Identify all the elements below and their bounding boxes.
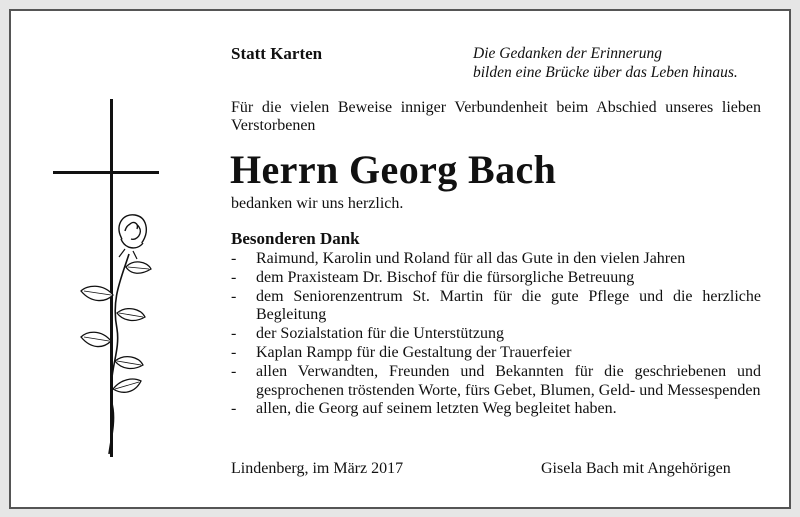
- list-dash: -: [231, 250, 237, 267]
- list-dash: -: [231, 362, 237, 380]
- list-item: [231, 288, 761, 326]
- deceased-name: Herrn Georg Bach: [230, 147, 557, 192]
- list-item-text: Kaplan Rampp für die Gestaltung der Trauerfeier: [256, 343, 572, 361]
- cross-with-rose-icon: [51, 99, 181, 459]
- list-item-text: dem Seniorenzentrum St. Martin für die gute Pflege und die herzliche Begleitung: [256, 287, 761, 324]
- special-thanks-heading: Besonderen Dank: [231, 229, 360, 248]
- obituary-card: [9, 9, 791, 509]
- list-item: [231, 250, 761, 269]
- list-item: [231, 269, 761, 288]
- quote-line-1: Die Gedanken der Erinnerung: [473, 45, 662, 62]
- list-dash: -: [231, 400, 237, 418]
- signature: Gisela Bach mit Angehörigen: [541, 460, 731, 477]
- list-item-text: allen, die Georg auf seinem letzten Weg begleitet haben.: [256, 400, 617, 418]
- statt-karten-label: Statt Karten: [231, 44, 323, 63]
- list-dash: -: [231, 343, 237, 361]
- thanks-line: bedanken wir uns herzlich.: [231, 195, 404, 212]
- list-item-text: der Sozialstation für die Unterstützung: [256, 325, 504, 343]
- quote-line-2: bilden eine Brücke über das Leben hinaus.: [473, 64, 738, 81]
- list-item-text: allen Verwandten, Freunden und Bekannten für die geschriebenen und gesprochenen tröstenden Worte, fürs Gebet, Blumen, Geld- und Messespenden: [256, 362, 761, 399]
- list-dash: -: [231, 268, 237, 286]
- intro-text: Für die vielen Beweise inniger Verbundenheit beim Abschied unseres lieben Verstorbenen: [231, 99, 761, 134]
- list-item: [231, 363, 761, 401]
- list-item: [231, 400, 761, 419]
- memorial-quote: [473, 44, 738, 82]
- list-item: [231, 344, 761, 363]
- list-item-text: Raimund, Karolin und Roland für all das Gute in den vielen Jahren: [256, 250, 686, 267]
- list-item-text: dem Praxisteam Dr. Bischof für die fürsorgliche Betreuung: [256, 268, 635, 286]
- list-item: [231, 325, 761, 344]
- list-dash: -: [231, 287, 237, 305]
- list-dash: -: [231, 325, 237, 343]
- thanks-list: [231, 250, 761, 419]
- place-date: Lindenberg, im März 2017: [231, 460, 404, 477]
